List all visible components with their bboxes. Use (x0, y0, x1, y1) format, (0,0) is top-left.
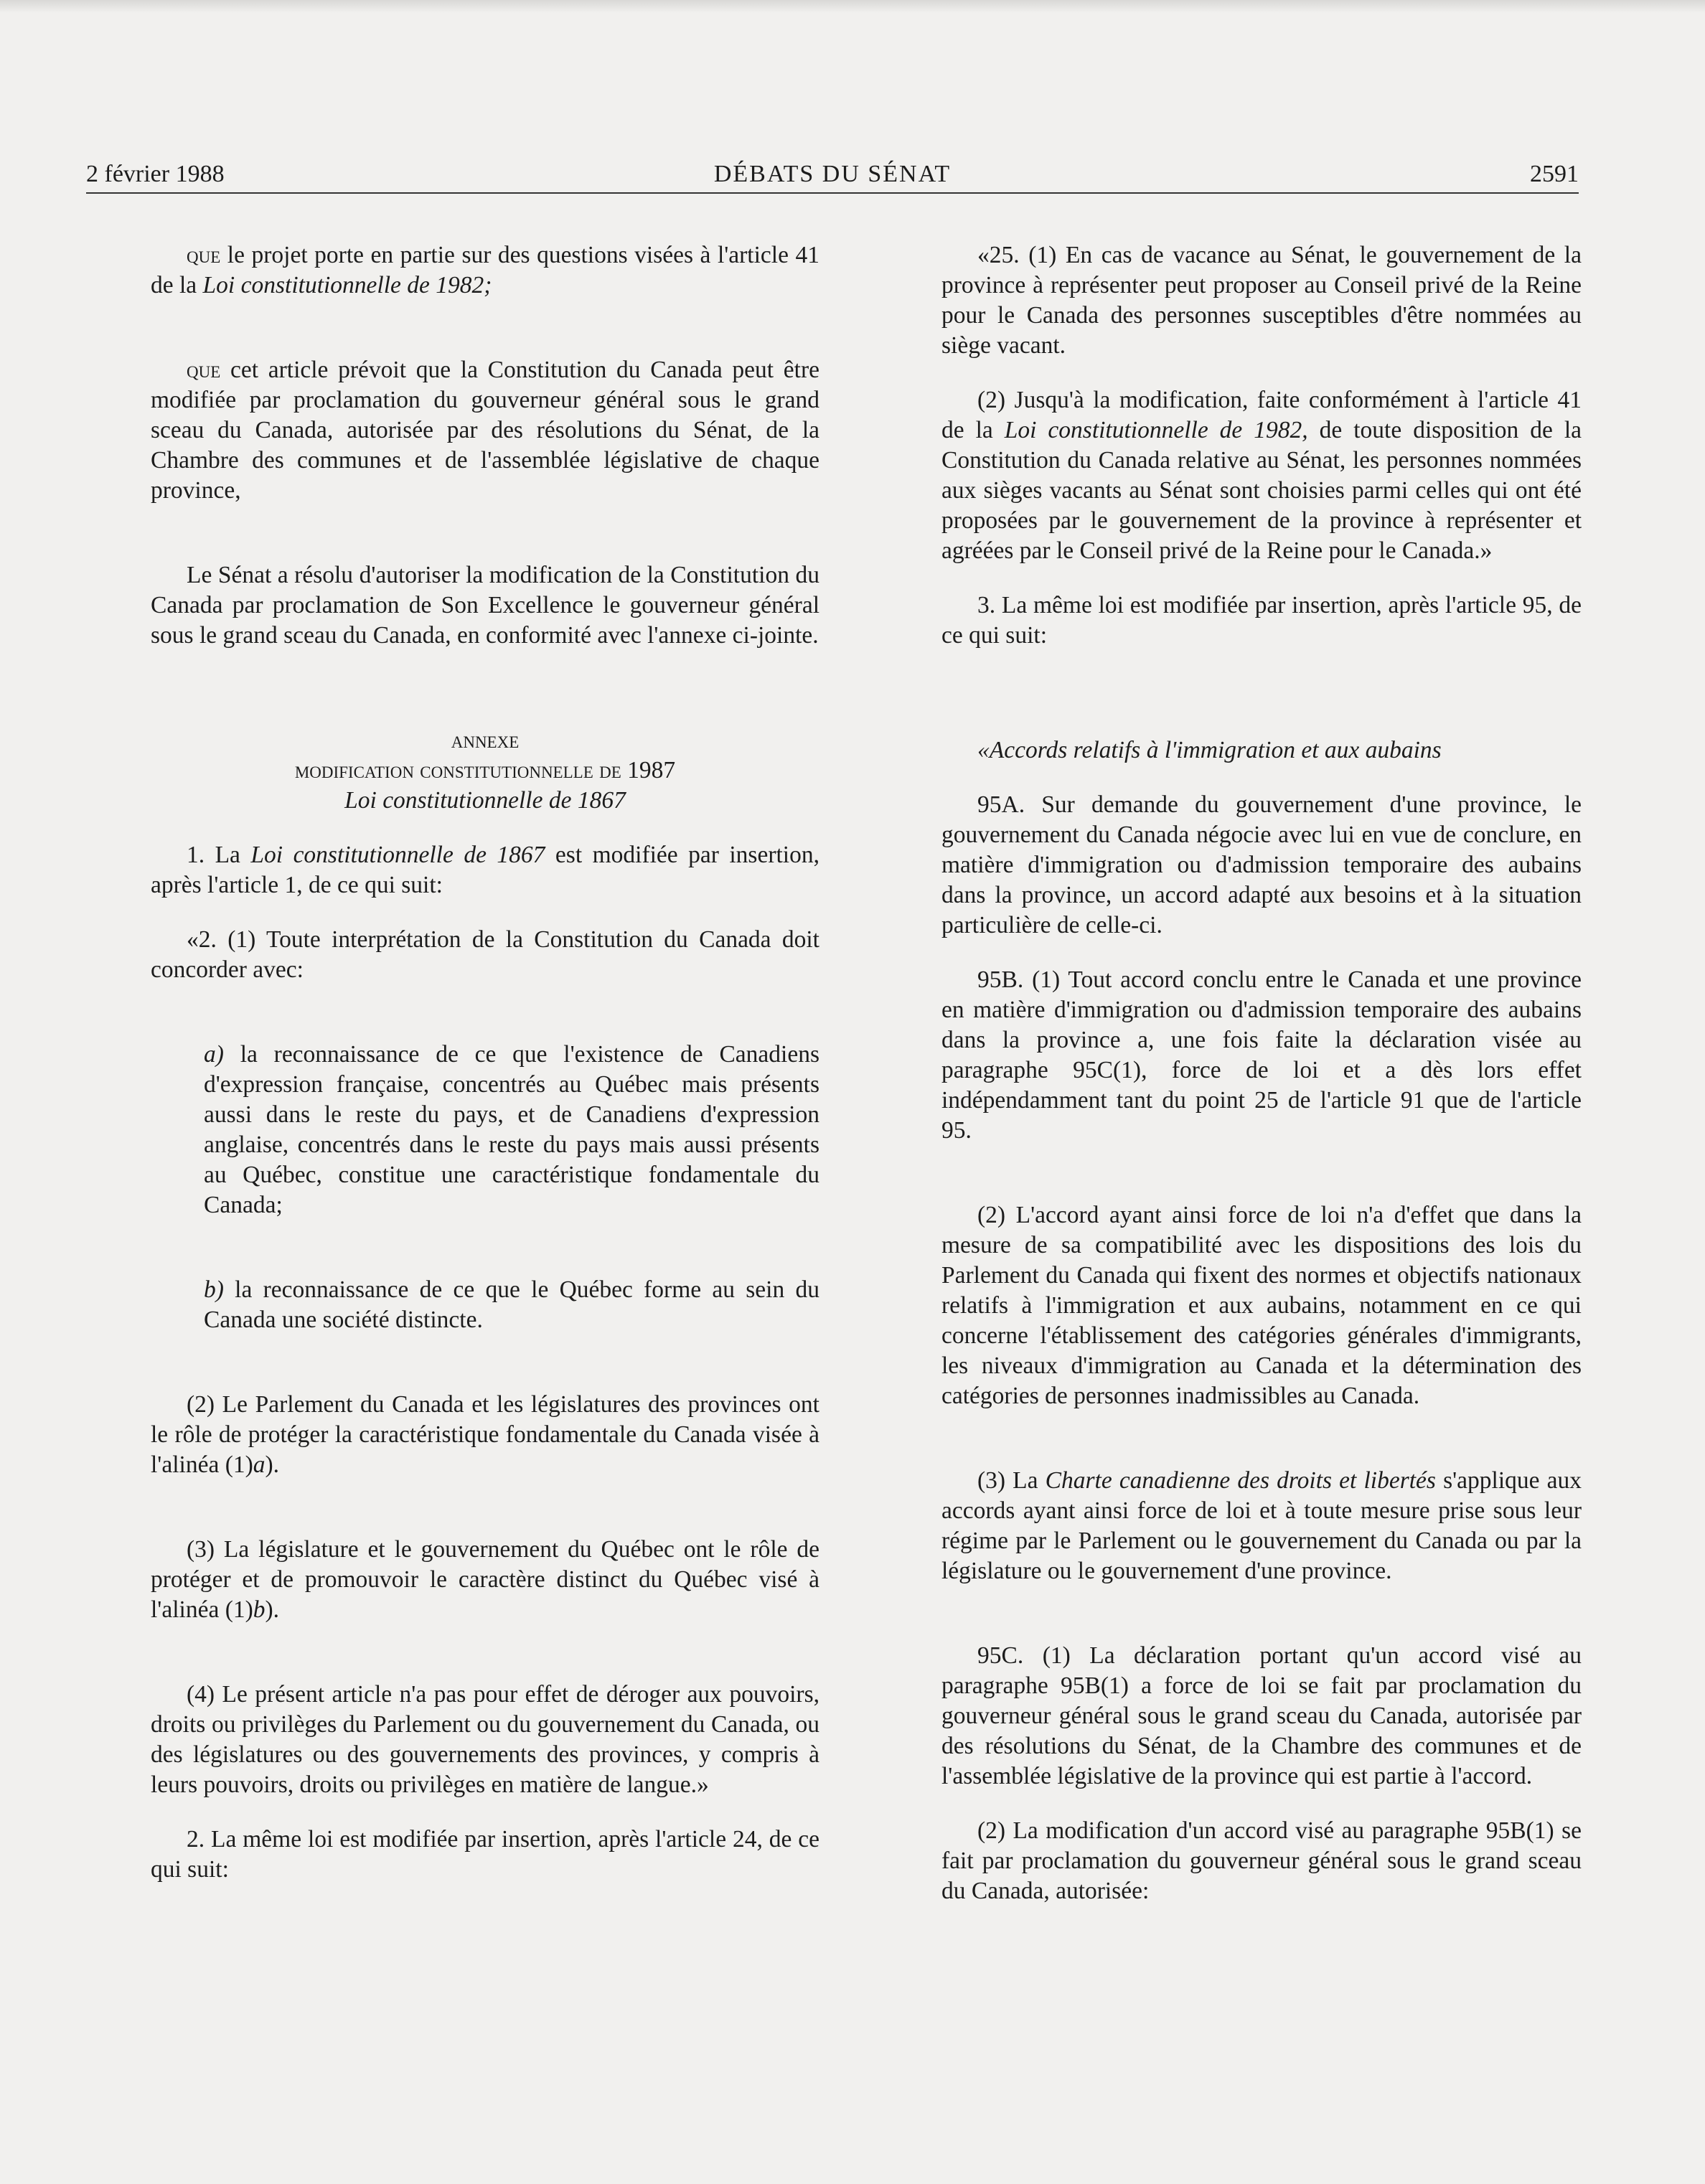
header-date: 2 février 1988 (86, 161, 225, 187)
article-95b-2: (2) L'accord ayant ainsi force de loi n'a d'effet que dans la mesure de sa compatibilité avec les dispositions des lois du Parlement du Canada qui fixent des normes et objectifs nationaux relatifs à l'immigration et aux aubains, notamment en ce qui concerne l'établissement des catégories générales d'immigrants, les niveaux d'immigration au Canada et la détermination des catégories de personnes inadmissibles au Canada. (941, 1202, 1582, 1409)
section-2: 2. La même loi est modifiée par insertion, après l'article 24, de ce qui suit: (151, 1826, 819, 1883)
article-95a: 95A. Sur demande du gouvernement d'une province, le gouvernement du Canada négocie avec lui en vue de conclure, en matière d'immigration ou d'admission temporaire des aubains dans la province, un accord adapté aux besoins et à la situation particulière de celle-ci. (941, 791, 1582, 938)
page-header (86, 156, 1579, 194)
section-1: 1. La Loi constitutionnelle de 1867 est modifiée par insertion, après l'article 1, de ce qui suit: (151, 842, 819, 898)
article-25-1: «25. (1) En cas de vacance au Sénat, le gouvernement de la province à représenter peut proposer au Conseil privé de la Reine pour le Canada des personnes susceptibles d'être nommées au siège vacant. (941, 242, 1582, 359)
clause-a: a) la reconnaissance de ce que l'existence de Canadiens d'expression française, concentrés au Québec mais présents aussi dans le reste du pays, et de Canadiens d'expression anglaise, concentrés dans le reste du pays mais aussi présents au Québec, constitue une caractéristique fondamentale du Canada; (204, 1041, 819, 1218)
article-25-2: (2) Jusqu'à la modification, faite conformément à l'article 41 de la Loi constitutionnelle de 1982, de toute disposition de la Constitution du Canada relative au Sénat, les personnes nommées aux sièges vacants au Sénat sont choisies parmi celles qui ont été proposées par le gouvernement de la province à représenter et agréées par le Conseil privé de la Reine pour le Canada.» (941, 387, 1582, 564)
annexe-law: Loi constitutionnelle de 1867 (344, 787, 626, 814)
annexe-title: annexe (451, 727, 520, 753)
section-2-4: (4) Le présent article n'a pas pour effet de déroger aux pouvoirs, droits ou privilèges du Parlement ou du gouvernement du Canada, ou des législatures ou des gouvernements des provinces, y compris à leurs pouvoirs, droits ou privilèges en matière de langue.» (151, 1681, 819, 1798)
header-title: DÉBATS DU SÉNAT (713, 161, 952, 187)
section-2-3: (3) La législature et le gouvernement du Québec ont le rôle de protéger et de promouvoir le caractère distinct du Québec visé à l'alinéa (1)b). (151, 1536, 819, 1623)
section-2-2: (2) Le Parlement du Canada et les législatures des provinces ont le rôle de protéger la caractéristique fondamentale du Canada visée à l'alinéa (1)a). (151, 1391, 819, 1478)
article-95c-2: (2) La modification d'un accord visé au paragraphe 95B(1) se fait par proclamation du gouverneur général sous le grand sceau du Canada, autorisée: (941, 1817, 1582, 1904)
right-column (941, 240, 1582, 1906)
paragraph-que-2: que cet article prévoit que la Constitution du Canada peut être modifiée par proclamation du gouverneur général sous le grand sceau du Canada, autorisée par des résolutions du Sénat, de la Chambre des communes et de l'assemblée législative de chaque province, (151, 357, 819, 504)
left-column (151, 240, 819, 1885)
article-95b-1: 95B. (1) Tout accord conclu entre le Canada et une province en matière d'immigration ou d'admission temporaire des aubains dans la province a, une fois faite la déclaration visée au paragraphe 95C(1), force de loi et a dès lors effet indépendamment tant du point 25 de l'article 91 que de l'article 95. (941, 966, 1582, 1144)
paragraph-resolution: Le Sénat a résolu d'autoriser la modification de la Constitution du Canada par proclamation de Son Excellence le gouverneur général sous le grand sceau du Canada, en conformité avec l'annexe ci-jointe. (151, 562, 819, 649)
article-95b-3: (3) La Charte canadienne des droits et libertés s'applique aux accords ayant ainsi force de loi et à toute mesure prise sous leur régime par le Parlement ou le gouvernement du Canada ou par la législature ou le gouvernement d'une province. (941, 1467, 1582, 1584)
page-number: 2591 (1530, 161, 1579, 187)
article-95c-1: 95C. (1) La déclaration portant qu'un accord visé au paragraphe 95B(1) a force de loi se fait par proclamation du gouverneur général sous le grand sceau du Canada, autorisée par des résolutions du Sénat, de la Chambre des communes et de l'assemblée législative de la province qui est partie à l'accord. (941, 1642, 1582, 1789)
clause-b: b) la reconnaissance de ce que le Québec forme au sein du Canada une société distincte. (204, 1276, 819, 1333)
scan-edge (0, 0, 1705, 13)
annexe-subtitle: modification constitutionnelle de 1987 (294, 757, 676, 783)
immigration-heading: «Accords relatifs à l'immigration et aux aubains (977, 737, 1442, 763)
section-3: 3. La même loi est modifiée par insertion, après l'article 95, de ce qui suit: (941, 592, 1582, 649)
paragraph-que-1: que le projet porte en partie sur des questions visées à l'article 41 de la Loi constitutionnelle de 1982; (151, 242, 819, 298)
section-2-1: «2. (1) Toute interprétation de la Constitution du Canada doit concorder avec: (151, 926, 819, 983)
